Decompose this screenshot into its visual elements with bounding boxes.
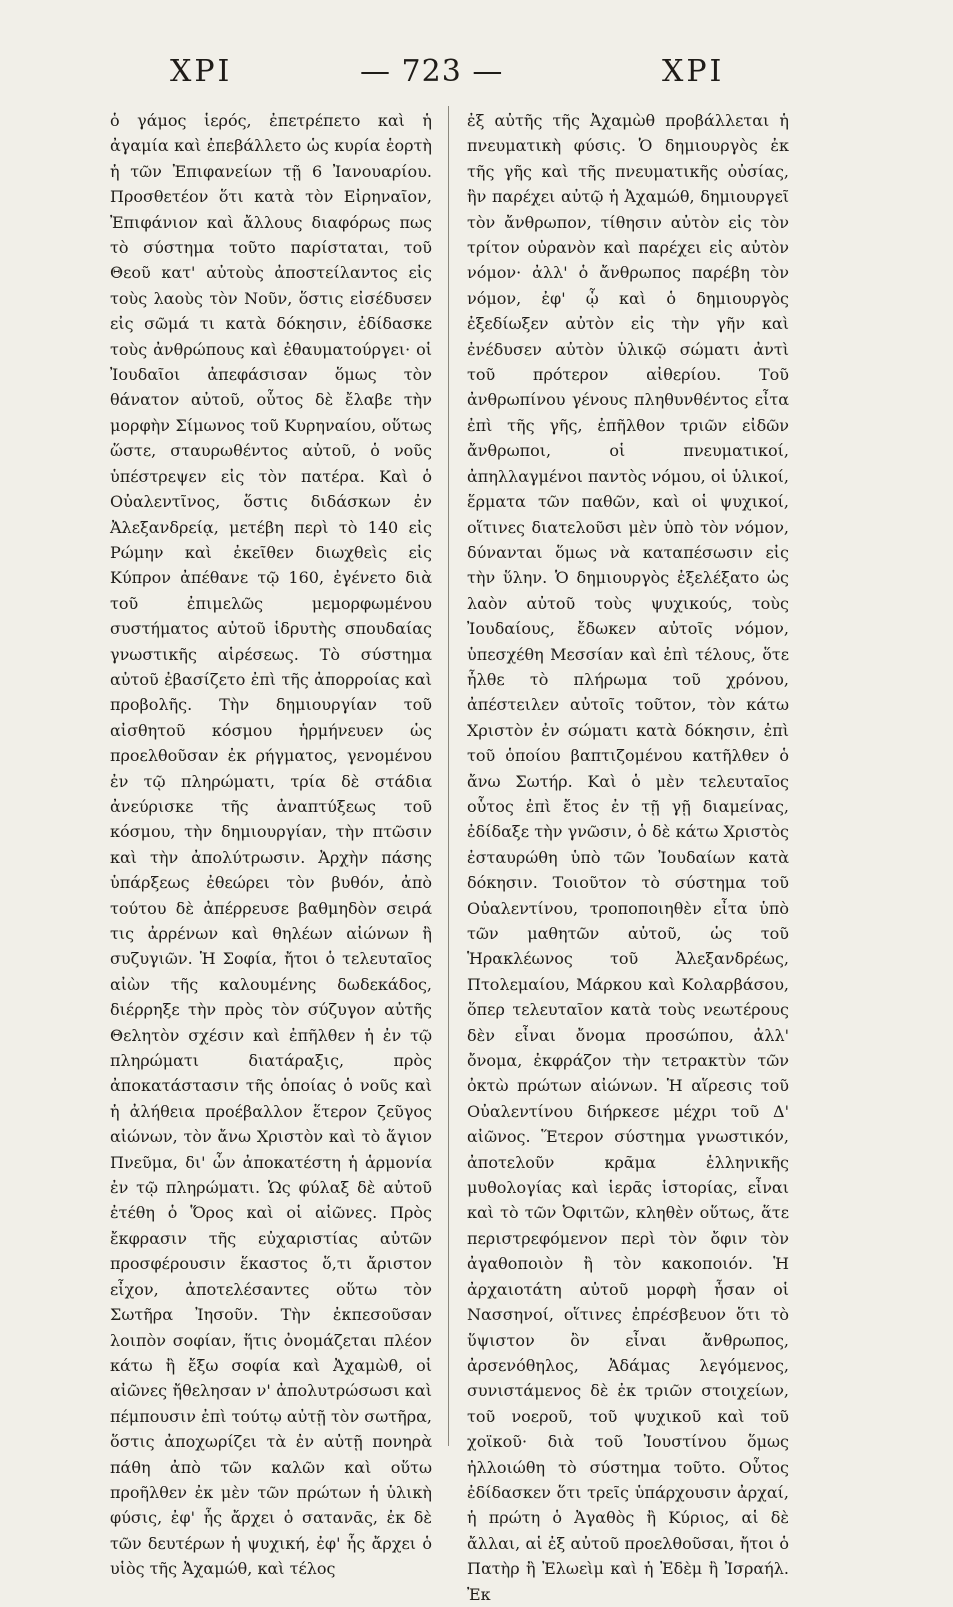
header-right-keyword: ΧΡΙ [662, 54, 725, 89]
running-head [110, 54, 850, 94]
column-divider [448, 106, 449, 1446]
left-column [110, 108, 432, 1582]
right-column-text: ἐξ αὐτῆς τῆς Ἀχαμὼθ προβάλλεται ἡ πνευματικὴ φύσις. Ὁ δημιουργὸς ἐκ τῆς γῆς καὶ τῆς πνευματικῆς οὐσίας, ἣν παρέχει αὐτῷ ἡ Ἀχαμώθ, δημιουργεῖ τὸν ἄνθρωπον, τίθησιν αὐτὸν εἰς τὸν τρίτον οὐρανὸν καὶ παρέχει εἰς αὐτὸν νόμον· ἀλλ' ὁ ἄνθρωπος παρέβη τὸν νόμον, ἐφ' ᾧ καὶ ὁ δημιουργὸς ἐξεδίωξεν αὐτὸν εἰς τὴν γῆν καὶ ἐνέδυσεν αὐτὸν ὑλικῷ σώματι ἀντὶ τοῦ πρότερον αἰθερίου. Τοῦ ἀνθρωπίνου γένους πληθυνθέντος εἶτα ἐπὶ τῆς γῆς, ἐπῆλθον τριῶν εἰδῶν ἄνθρωποι, οἱ πνευματικοί, ἀπηλλαγμένοι παντὸς νόμου, οἱ ὑλικοί, ἕρματα τῶν παθῶν, καὶ οἱ ψυχικοί, οἵτινες διατελοῦσι μὲν ὑπὸ τὸν νόμον, δύνανται ὅμως νὰ καταπέσωσιν εἰς τὴν ὕλην. Ὁ δημιουργὸς ἐξελέξατο ὡς λαὸν αὐτοῦ τοὺς ψυχικούς, τοὺς Ἰουδαίους, ἔδωκεν αὐτοῖς νόμον, ὑπεσχέθη Μεσσίαν καὶ ἐπὶ τέλους, ὅτε ἦλθε τὸ πλήρωμα τοῦ χρόνου, ἀπέστειλεν αὐτοῖς τοῦτον, τὸν κάτω Χριστὸν ἐν σώματι κατὰ δόκησιν, ἐπὶ τοῦ ὁποίου βαπτιζομένου κατῆλθεν ὁ ἄνω Σωτήρ. Καὶ ὁ μὲν τελευταῖος οὗτος ἐπὶ ἔτος ἐν τῇ γῇ διαμείνας, ἐδίδαξε τὴν γνῶσιν, ὁ δὲ κάτω Χριστὸς ἐσταυρώθη ὑπὸ τῶν Ἰουδαίων κατὰ δόκησιν. Τοιοῦτον τὸ σύστημα τοῦ Οὐαλεντίνου, τροποποιηθὲν εἶτα ὑπὸ τῶν μαθητῶν αὐτοῦ, ὡς τοῦ Ἡρακλέωνος τοῦ Ἀλεξανδρέως, Πτολεμαίου, Μάρκου καὶ Κολαρβάσου, ὅπερ τελευταῖον κατὰ τοὺς νεωτέρους δὲν εἶναι ὄνομα προσώπου, ἀλλ' ὄνομα, ἐκφράζον τὴν τετρακτὺν τῶν ὀκτὼ πρώτων αἰώνων. Ἡ αἵρεσις τοῦ Οὐαλεντίνου διήρκεσε μέχρι τοῦ Δ' αἰῶνος. Ἕτερον σύστημα γνωστικόν, ἀποτελοῦν κρᾶμα ἑλληνικῆς μυθολογίας καὶ ἱερᾶς ἱστορίας, εἶναι καὶ τὸ τῶν Ὀφιτῶν, κληθὲν οὕτως, ἅτε περιστρεφόμενον περὶ τὸν ὄφιν τὸν ἀγαθοποιὸν ἢ τὸν κακοποιόν. Ἡ ἀρχαιοτάτη αὐτοῦ μορφὴ ἦσαν οἱ Νασσηνοί, οἵτινες ἐπρέσβευον ὅτι τὸ ὕψιστον ὂν εἶναι ἄνθρωπος, ἀρσενόθηλος, Ἀδάμας λεγόμενος, συνιστάμενος δὲ ἐκ τριῶν στοιχείων, τοῦ νοεροῦ, τοῦ ψυχικοῦ καὶ τοῦ χοϊκοῦ· διὰ τοῦ Ἰουστίνου ὅμως ἠλλοιώθη τὸ σύστημα τοῦτο. Οὗτος ἐδίδασκεν ὅτι τρεῖς ὑπάρχουσιν ἀρχαί, ἡ πρώτη ὁ Ἀγαθὸς ἢ Κύριος, αἱ δὲ ἄλλαι, αἱ ἐξ αὐτοῦ προελθοῦσαι, ἤτοι ὁ Πατὴρ ἢ Ἐλωεὶμ καὶ ἡ Ἐδὲμ ἢ Ἰσραήλ. Ἐκ [467, 111, 789, 1604]
page-number: — 723 — [360, 54, 504, 89]
right-column [467, 108, 789, 1607]
left-column-text: ὁ γάμος ἱερός, ἐπετρέπετο καὶ ἡ ἀγαμία καὶ ἐπεβάλλετο ὡς κυρία ἑορτὴ ἡ τῶν Ἐπιφανείων τῇ 6 Ἰανουαρίου. Προσθετέον ὅτι κατὰ τὸν Εἰρηναῖον, Ἐπιφάνιον καὶ ἄλλους διαφόρως πως τὸ σύστημα τοῦτο παρίσταται, τοῦ Θεοῦ κατ' αὐτοὺς ἀποστείλαντος εἰς τοὺς λαοὺς τὸν Νοῦν, ὅστις εἰσέδυσεν εἰς σῶμά τι κατὰ δόκησιν, ἐδίδασκε τοὺς ἀνθρώπους καὶ ἐθαυματούργει· οἱ Ἰουδαῖοι ἀπεφάσισαν ὅμως τὸν θάνατον αὐτοῦ, οὗτος δὲ ἔλαβε τὴν μορφὴν Σίμωνος τοῦ Κυρηναίου, οὕτως ὥστε, σταυρωθέντος αὐτοῦ, ὁ νοῦς ὑπέστρεψεν εἰς τὸν πατέρα. Καὶ ὁ Οὐαλεντῖνος, ὅστις διδάσκων ἐν Ἀλεξανδρείᾳ, μετέβη περὶ τὸ 140 εἰς Ρώμην καὶ ἐκεῖθεν διωχθεὶς εἰς Κύπρον ἀπέθανε τῷ 160, ἐγένετο διὰ τοῦ ἐπιμελῶς μεμορφωμένου συστήματος αὐτοῦ ἱδρυτὴς σπουδαίας γνωστικῆς αἱρέσεως. Τὸ σύστημα αὐτοῦ ἐβασίζετο ἐπὶ τῆς ἀπορροίας καὶ προβολῆς. Τὴν δημιουργίαν τοῦ αἰσθητοῦ κόσμου ἡρμήνευεν ὡς προελθοῦσαν ἐκ ρήγματος, γενομένου ἐν τῷ πληρώματι, τρία δὲ στάδια ἀνεύρισκε τῆς ἀναπτύξεως τοῦ κόσμου, τὴν δημιουργίαν, τὴν πτῶσιν καὶ τὴν ἀπολύτρωσιν. Ἀρχὴν πάσης ὑπάρξεως ἐθεώρει τὸν βυθόν, ἀπὸ τούτου δὲ ἀπέρρευσε βαθμηδὸν σειρά τις ἀρρένων καὶ θηλέων αἰώνων ἢ συζυγιῶν. Ἡ Σοφία, ἤτοι ὁ τελευταῖος αἰὼν τῆς καλουμένης δωδεκάδος, διέρρηξε τὴν πρὸς τὸν σύζυγον αὐτῆς Θελητὸν σχέσιν καὶ ἐπῆλθεν ἡ ἐν τῷ πληρώματι διατάραξις, πρὸς ἀποκατάστασιν τῆς ὁποίας ὁ νοῦς καὶ ἡ ἀλήθεια προέβαλλον ἕτερον ζεῦγος αἰώνων, τὸν ἄνω Χριστὸν καὶ τὸ ἅγιον Πνεῦμα, δι' ὧν ἀποκατέστη ἡ ἁρμονία ἐν τῷ πληρώματι. Ὡς φύλαξ δὲ αὐτοῦ ἐτέθη ὁ Ὅρος καὶ οἱ αἰῶνες. Πρὸς ἔκφρασιν τῆς εὐχαριστίας αὐτῶν προσφέρουσιν ἕκαστος ὅ,τι ἄριστον εἶχον, ἀποτελέσαντες οὕτω τὸν Σωτῆρα Ἰησοῦν. Τὴν ἐκπεσοῦσαν λοιπὸν σοφίαν, ἥτις ὀνομάζεται πλέον κάτω ἢ ἔξω σοφία καὶ Ἀχαμὼθ, οἱ αἰῶνες ἤθελησαν ν' ἀπολυτρώσωσι καὶ πέμπουσιν ἐπὶ τούτῳ αὐτῇ τὸν σωτῆρα, ὅστις ἀποχωρίζει τὰ ἐν αὐτῇ πονηρὰ πάθη ἀπὸ τῶν καλῶν καὶ οὕτω προῆλθεν ἐκ μὲν τῶν πρώτων ἡ ὑλικὴ φύσις, ἐφ' ἧς ἄρχει ὁ σατανᾶς, ἐκ δὲ τῶν δευτέρων ἡ ψυχική, ἐφ' ἧς ἄρχει ὁ υἱὸς τῆς Ἀχαμώθ, καὶ τέλος [110, 111, 432, 1579]
header-left-keyword: ΧΡΙ [170, 54, 233, 89]
